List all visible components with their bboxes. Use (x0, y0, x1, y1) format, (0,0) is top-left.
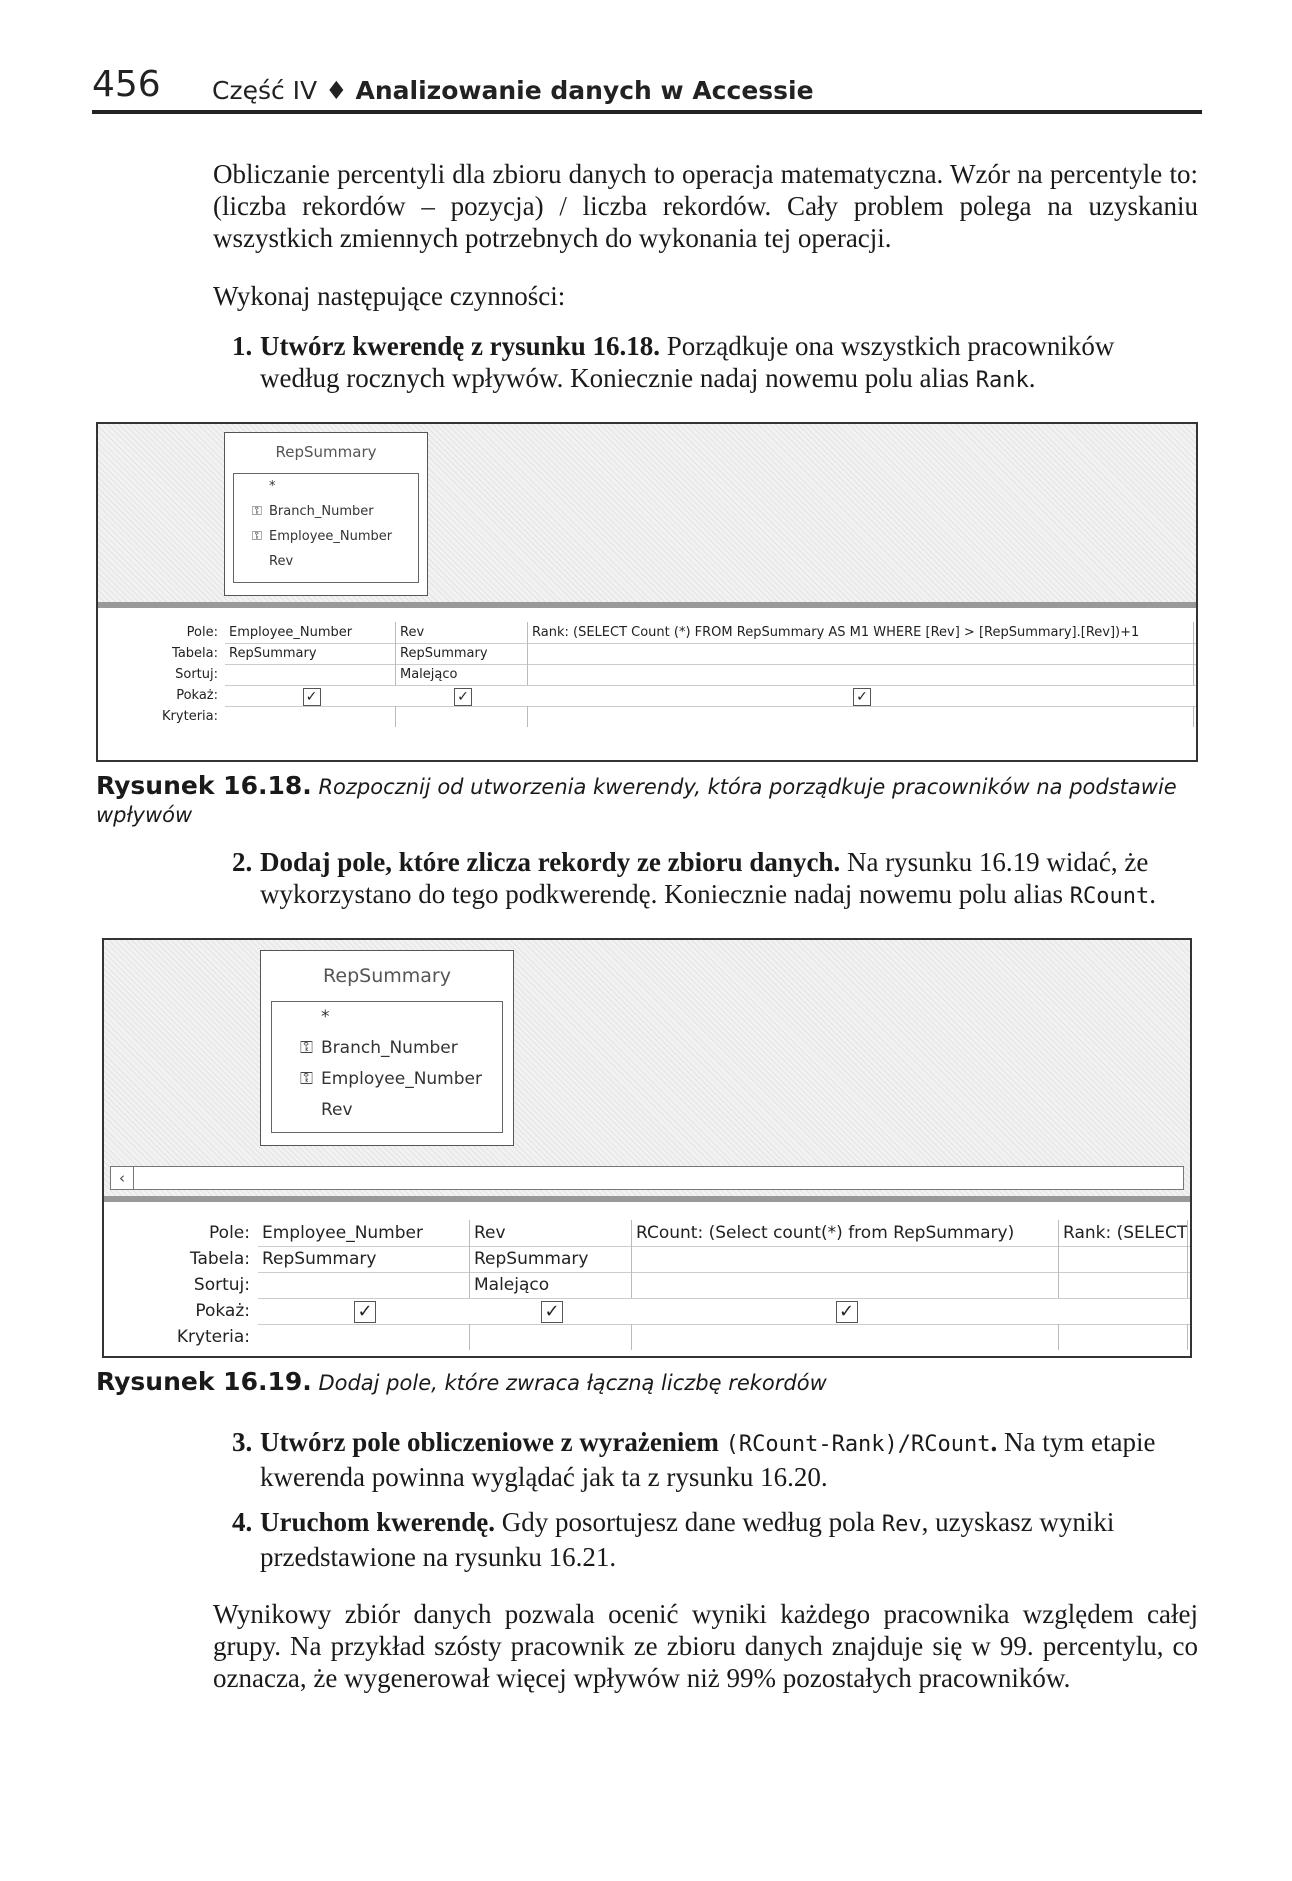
grid-cell-kryteria[interactable] (396, 706, 528, 727)
field-name: * (269, 479, 276, 494)
table-pane (98, 424, 1196, 602)
row-label: Pole: (209, 1223, 250, 1243)
field-item[interactable] (234, 524, 418, 549)
instruction-line: Wykonaj następujące czynności: (213, 281, 566, 311)
grid-cell-sortuj[interactable]: Malejąco (470, 1272, 632, 1298)
page-number: 456 (92, 64, 161, 105)
row-label: Pokaż: (176, 688, 218, 703)
field-item[interactable] (234, 499, 418, 524)
field-name: Employee_Number (269, 529, 393, 544)
grid-cell-sortuj[interactable]: Malejąco (396, 664, 528, 685)
step-3: 3. Utwórz pole obliczeniowe z wyrażeniem (RCount-Rank)/RCount. Na tym etapie kwerenda powinna wyglądać jak ta z rysunku 16.20. (232, 1427, 1156, 1492)
grid-cell-kryteria[interactable] (470, 1324, 632, 1350)
field-item[interactable] (272, 1095, 502, 1126)
intro-paragraph: Obliczanie percentyli dla zbioru danych to operacja matematyczna. Wzór na percentyle to: (liczba rekordów – pozycja) / liczba rekordów. Cały problem polega na uzyskaniu wszystkich zmiennych potrzebnych do wykonania tej operacji. (213, 159, 1198, 253)
step-heading: Uruchom kwerendę. (260, 1507, 495, 1537)
field-list (233, 473, 419, 583)
key-icon: ⚿ (252, 504, 262, 519)
grid-cell-sortuj[interactable] (225, 664, 396, 685)
table-title: RepSummary (275, 443, 377, 461)
grid-cell-tabela[interactable] (1059, 1246, 1188, 1272)
row-label: Pokaż: (195, 1301, 250, 1321)
grid-cell-pole[interactable]: Rev (470, 1220, 632, 1246)
step-number: 3. (232, 1427, 253, 1457)
step-text: Porządkuje ona wszystkich pracowników według rocznych wpływów. Koniecznie nadaj nowemu polu alias (260, 331, 1115, 393)
caption-label: Rysunek 16.18. (96, 771, 312, 800)
grid-cell-pole[interactable]: Rank: (SELECT (1059, 1220, 1188, 1246)
table-pane (104, 940, 1190, 1196)
step-number: 4. (232, 1507, 253, 1537)
chapter-title: Analizowanie danych w Accessie (355, 76, 814, 105)
header-rule (92, 110, 1202, 114)
key-icon: ⚿ (300, 1069, 313, 1089)
field-name: Branch_Number (269, 504, 374, 519)
row-label: Tabela: (189, 1249, 250, 1269)
step-text: Na tym etapie kwerenda powinna wyglądać jak ta z rysunku 16.20. (260, 1427, 1156, 1492)
show-checkbox[interactable]: ✓ (454, 688, 472, 706)
grid-cell-pole[interactable]: RCount: (Select count(*) from RepSummary) (632, 1220, 1059, 1246)
table-box[interactable] (224, 432, 428, 596)
grid-cell-tabela[interactable] (632, 1246, 1059, 1272)
grid-cell-kryteria[interactable] (1059, 1324, 1188, 1350)
table-title: RepSummary (323, 965, 451, 987)
figure-caption-16-18 (96, 772, 1196, 829)
step-number: 1. (232, 331, 253, 361)
grid-cell-tabela[interactable] (528, 643, 1194, 664)
page-header (92, 64, 1202, 116)
step-heading: Dodaj pole, które zlicza rekordy ze zbioru danych. (260, 847, 841, 877)
table-box[interactable] (260, 950, 514, 1146)
grid-cell-pole[interactable]: Employee_Number (258, 1220, 470, 1246)
field-name: Rev (269, 554, 294, 569)
show-checkbox[interactable]: ✓ (853, 688, 871, 706)
part-label: Część IV (212, 76, 318, 105)
field-item[interactable] (272, 1064, 502, 1095)
step-number: 2. (232, 847, 253, 877)
grid-cell-sortuj[interactable] (1059, 1272, 1188, 1298)
grid-cell-sortuj[interactable] (632, 1272, 1059, 1298)
field-code: Rev (881, 1512, 922, 1537)
row-label: Kryteria: (162, 709, 218, 724)
row-label: Sortuj: (175, 667, 218, 682)
alias-code: Rank (975, 368, 1029, 393)
step-heading: Utwórz pole obliczeniowe z wyrażeniem (260, 1427, 726, 1457)
grid-cell-kryteria[interactable] (528, 706, 1194, 727)
scroll-left-arrow-icon[interactable]: ‹ (111, 1167, 134, 1189)
step-4: 4. Uruchom kwerendę. Gdy posortujesz dane według pola Rev, uzyskasz wyniki przedstawione na rysunku 16.21. (232, 1507, 1115, 1572)
show-checkbox[interactable]: ✓ (836, 1301, 858, 1323)
field-item[interactable] (234, 474, 418, 499)
row-divider (258, 1298, 1190, 1299)
diamond-icon: ♦ (325, 76, 348, 105)
design-grid (104, 1202, 1190, 1356)
step-text: Na rysunku 16.19 widać, że wykorzystano do tego podkwerendę. Koniecznie nadaj nowemu polu alias (260, 847, 1149, 909)
horizontal-scrollbar[interactable] (110, 1166, 1184, 1190)
grid-cell-kryteria[interactable] (225, 706, 396, 727)
caption-text: Rozpocznij od utworzenia kwerendy, która porządkuje pracowników na podstawie wpływów (96, 775, 1177, 827)
expression-code: (RCount-Rank)/RCount (725, 1432, 991, 1457)
grid-cell-kryteria[interactable] (258, 1324, 470, 1350)
row-label: Kryteria: (176, 1327, 250, 1347)
grid-cell-tabela[interactable]: RepSummary (225, 643, 396, 664)
grid-cell-sortuj[interactable] (528, 664, 1194, 685)
step-2: 2. Dodaj pole, które zlicza rekordy ze zbioru danych. Na rysunku 16.19 widać, że wykorzystano do tego podkwerendę. Koniecznie nadaj nowemu polu alias RCount. (232, 847, 1156, 909)
design-grid (98, 608, 1196, 760)
caption-label: Rysunek 16.19. (96, 1367, 312, 1396)
running-head (212, 76, 814, 105)
field-name: Branch_Number (321, 1038, 458, 1058)
row-divider (225, 685, 1196, 686)
field-item[interactable] (272, 1002, 502, 1033)
field-name: Rev (321, 1100, 353, 1120)
key-icon: ⚿ (252, 529, 262, 544)
grid-cell-pole[interactable]: Rev (396, 622, 528, 643)
alias-code: RCount (1069, 884, 1150, 909)
show-checkbox[interactable]: ✓ (303, 688, 321, 706)
row-label: Sortuj: (193, 1275, 250, 1295)
query-design-figure-16-19 (102, 938, 1192, 1358)
figure-caption-16-19 (96, 1368, 1196, 1397)
show-checkbox[interactable]: ✓ (541, 1301, 563, 1323)
step-1: 1. Utwórz kwerendę z rysunku 16.18. Porządkuje ona wszystkich pracowników według rocznych wpływów. Koniecznie nadaj nowemu polu alias Rank. (232, 331, 1115, 393)
step-text: Gdy posortujesz dane według pola (494, 1507, 882, 1537)
grid-cell-pole[interactable]: Rank: (SELECT Count (*) FROM RepSummary AS M1 WHERE [Rev] > [RepSummary].[Rev])+1 (528, 622, 1194, 643)
key-icon: ⚿ (300, 1038, 313, 1058)
field-name: Employee_Number (321, 1069, 482, 1089)
grid-cell-kryteria[interactable] (632, 1324, 1059, 1350)
field-name: * (321, 1007, 330, 1027)
row-label: Tabela: (172, 646, 218, 661)
caption-text: Dodaj pole, które zwraca łączną liczbę rekordów (318, 1371, 827, 1395)
step-heading: Utwórz kwerendę z rysunku 16.18. (260, 331, 660, 361)
grid-cell-pole[interactable]: Employee_Number (225, 622, 396, 643)
field-list (271, 1001, 503, 1133)
field-item[interactable] (272, 1033, 502, 1064)
row-label: Pole: (186, 625, 218, 640)
grid-cell-tabela[interactable]: RepSummary (258, 1246, 470, 1272)
field-item[interactable] (234, 549, 418, 574)
closing-paragraph: Wynikowy zbiór danych pozwala ocenić wyniki każdego pracownika względem całej grupy. Na przykład szósty pracownik ze zbioru danych znajduje się w 99. percentylu, co oznacza, że wygenerował więcej wpływów niż 99% pozostałych pracowników. (213, 1599, 1198, 1693)
grid-cell-tabela[interactable]: RepSummary (470, 1246, 632, 1272)
query-design-figure-16-18 (96, 422, 1198, 762)
show-checkbox[interactable]: ✓ (354, 1301, 376, 1323)
grid-cell-tabela[interactable]: RepSummary (396, 643, 528, 664)
grid-cell-sortuj[interactable] (258, 1272, 470, 1298)
